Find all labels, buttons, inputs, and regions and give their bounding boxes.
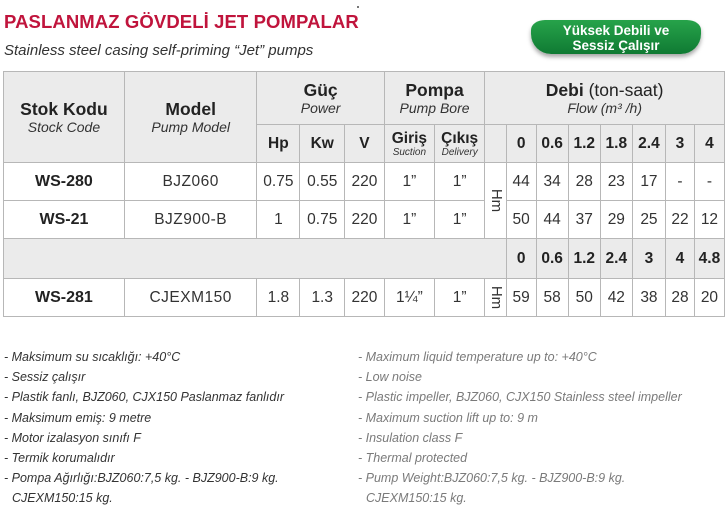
flow-col: 1.8 <box>600 125 632 163</box>
flow-col: 0 <box>506 125 536 163</box>
flow-value: 28 <box>568 163 600 201</box>
table-row <box>4 163 725 201</box>
note-item: - Plastik fanlı, BJZ060, CJX150 Paslanmaz fanlıdır <box>4 390 284 405</box>
hp-value: 0.75 <box>257 163 300 201</box>
flow-col: 1.2 <box>568 239 600 279</box>
flow-col: 3 <box>632 239 665 279</box>
flow-col: 2.4 <box>600 239 632 279</box>
unit-label: Hm <box>485 163 506 239</box>
outlet-value: 1” <box>435 279 485 317</box>
note-item: - Pompa Ağırlığı:BJZ060:7,5 kg. - BJZ900-B:9 kg. <box>4 471 279 486</box>
badge-line-2: Sessiz Çalışır <box>572 38 660 53</box>
note-item: - Sessiz çalışır <box>4 370 86 385</box>
flow-col: 2.4 <box>632 125 665 163</box>
flow-value: 58 <box>536 279 568 317</box>
flow-value: 23 <box>600 163 632 201</box>
kw-value: 0.55 <box>300 163 345 201</box>
stray-dot <box>357 6 359 8</box>
flow-value: 22 <box>666 201 695 239</box>
volt-value: 220 <box>345 201 385 239</box>
flow-value: 20 <box>694 279 724 317</box>
model-name: CJEXM150 <box>124 279 257 317</box>
volt-value: 220 <box>345 163 385 201</box>
note-item: - Low noise <box>358 370 422 385</box>
power-header: Güç Power <box>257 72 384 125</box>
model-name: BJZ060 <box>124 163 257 201</box>
kw-value: 0.75 <box>300 201 345 239</box>
note-item: - Maximum suction lift up to: 9 m <box>358 410 538 425</box>
note-item: - Maximum liquid temperature up to: +40°C <box>358 350 597 364</box>
model-header: Model Pump Model <box>124 72 257 163</box>
flow-col: 3 <box>666 125 695 163</box>
flow-value: 38 <box>632 279 665 317</box>
note-item: - Insulation class F <box>358 430 463 445</box>
flow-value: 12 <box>694 201 724 239</box>
flow-col: 0.6 <box>536 239 568 279</box>
flow-col: 4.8 <box>694 239 724 279</box>
flow-header: Debi (ton-saat) Flow (m³ /h) <box>485 72 725 125</box>
pump-bore-header: Pompa Pump Bore <box>384 72 485 125</box>
badge-line-1: Yüksek Debili ve <box>562 23 670 38</box>
inlet-value: 1¼” <box>384 279 434 317</box>
flow-value: 29 <box>600 201 632 239</box>
flow-value: 50 <box>506 201 536 239</box>
table-row <box>4 201 725 239</box>
kw-header: Kw <box>300 125 345 163</box>
note-item: - Termik korumalıdır <box>4 451 115 466</box>
notes-turkish <box>4 347 354 509</box>
subheader-spacer <box>4 239 507 279</box>
flow-value: 28 <box>666 279 695 317</box>
stock-code: WS-21 <box>4 201 125 239</box>
note-item: - Motor izalasyon sınıfı F <box>4 430 141 445</box>
flow-subheader-row <box>4 239 725 279</box>
volt-header: V <box>345 125 385 163</box>
note-item: - Thermal protected <box>358 451 468 466</box>
outlet-value: 1” <box>435 201 485 239</box>
flow-value: 17 <box>632 163 665 201</box>
feature-badge <box>531 20 701 54</box>
flow-col: 4 <box>694 125 724 163</box>
kw-value: 1.3 <box>300 279 345 317</box>
flow-value: 59 <box>506 279 536 317</box>
flow-value: 34 <box>536 163 568 201</box>
flow-value: 44 <box>506 163 536 201</box>
page-title: PASLANMAZ GÖVDELİ JET POMPALAR <box>4 11 359 32</box>
inlet-header: Giriş Suction <box>384 125 434 163</box>
flow-value: 25 <box>632 201 665 239</box>
note-item: CJEXM150:15 kg. <box>12 491 113 506</box>
hp-value: 1.8 <box>257 279 300 317</box>
stock-code-header: Stok Kodu Stock Code <box>4 72 125 163</box>
flow-col: 4 <box>666 239 695 279</box>
unit-spacer <box>485 125 506 163</box>
model-name: BJZ900-B <box>124 201 257 239</box>
flow-col: 0.6 <box>536 125 568 163</box>
inlet-value: 1” <box>384 201 434 239</box>
flow-col: 1.2 <box>568 125 600 163</box>
hp-header: Hp <box>257 125 300 163</box>
note-item: - Pump Weight:BJZ060:7,5 kg. - BJZ900-B:9 kg. <box>358 471 626 486</box>
spec-table <box>3 71 725 317</box>
inlet-value: 1” <box>384 163 434 201</box>
flow-value: 50 <box>568 279 600 317</box>
note-item: - Maksimum su sıcaklığı: +40°C <box>4 350 181 364</box>
stock-code: WS-280 <box>4 163 125 201</box>
header-row-1 <box>4 72 725 125</box>
flow-value: 37 <box>568 201 600 239</box>
flow-col: 0 <box>506 239 536 279</box>
hp-value: 1 <box>257 201 300 239</box>
outlet-value: 1” <box>435 163 485 201</box>
page-subtitle: Stainless steel casing self-priming “Jet” pumps <box>4 42 314 59</box>
notes-english <box>358 347 726 509</box>
outlet-header: Çıkış Delivery <box>435 125 485 163</box>
unit-label: Hm <box>485 279 506 317</box>
note-item: CJEXM150:15 kg. <box>366 491 467 506</box>
stock-code: WS-281 <box>4 279 125 317</box>
note-item: - Plastic impeller, BJZ060, CJX150 Stainless steel impeller <box>358 390 682 405</box>
volt-value: 220 <box>345 279 385 317</box>
flow-value: - <box>694 163 724 201</box>
flow-value: 44 <box>536 201 568 239</box>
flow-value: 42 <box>600 279 632 317</box>
table-row <box>4 279 725 317</box>
flow-value: - <box>666 163 695 201</box>
note-item: - Maksimum emiş: 9 metre <box>4 410 152 425</box>
